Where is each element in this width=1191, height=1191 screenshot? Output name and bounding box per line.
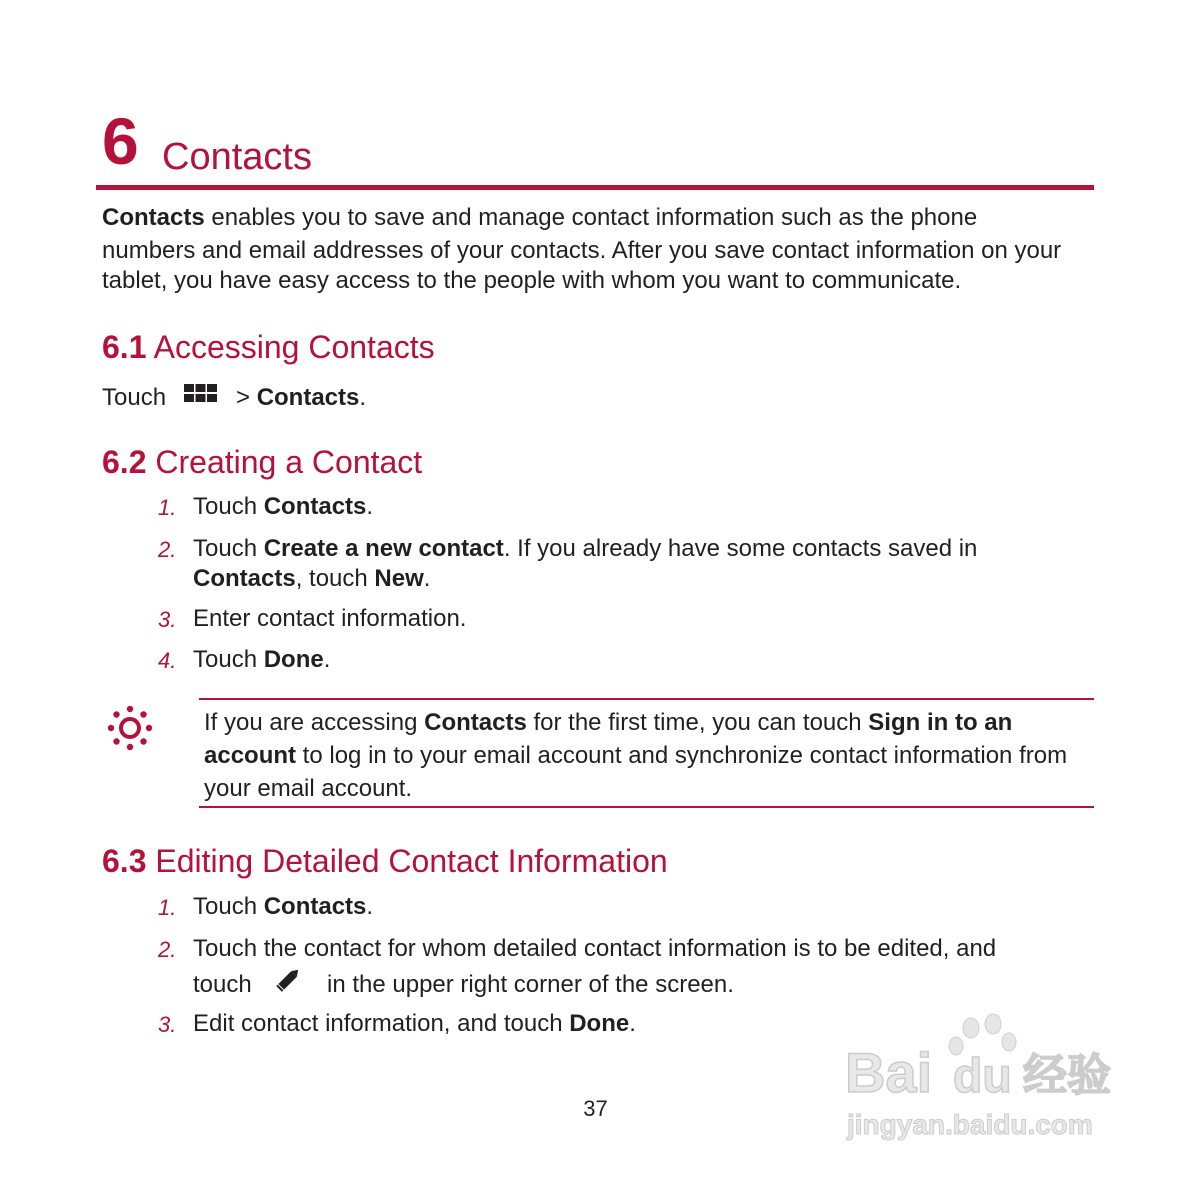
sun-tip-icon — [106, 704, 154, 752]
chapter-title: Contacts — [162, 136, 312, 178]
sec62-step-2-line-2: Contacts, touch New. — [193, 565, 431, 592]
svg-text:du: du — [953, 1050, 1012, 1103]
pencil-icon — [274, 964, 304, 994]
sec62-step-3-num: 3. — [158, 607, 177, 632]
sec62-step-4-num: 4. — [158, 648, 177, 673]
chapter-number: 6 — [102, 104, 139, 178]
apps-grid-icon — [184, 384, 217, 404]
sec62-step-1-num: 1. — [158, 495, 177, 520]
svg-text:jingyan.baidu.com: jingyan.baidu.com — [847, 1109, 1093, 1140]
intro-line-3: tablet, you have easy access to the people with whom you want to communicate. — [102, 267, 962, 294]
sec63-step-2-rest: in the upper right corner of the screen. — [327, 971, 734, 998]
sec62-step-4: Touch Done. — [193, 646, 331, 673]
sec63-step-3: Edit contact information, and touch Done. — [193, 1010, 636, 1037]
sec63-step-1: Touch Contacts. — [193, 893, 374, 920]
note-bottom-rule — [199, 806, 1094, 808]
note-line-3: your email account. — [204, 775, 413, 802]
sec62-step-2-num: 2. — [158, 537, 177, 562]
section-6-1-title: 6.1 Accessing Contacts — [102, 329, 435, 365]
section-6-2-title: 6.2 Creating a Contact — [102, 444, 423, 480]
note-line-1: If you are accessing Contacts for the first time, you can touch Sign in to an — [204, 709, 1013, 736]
sec62-step-1: Touch Contacts. — [193, 493, 374, 520]
intro-line-2: numbers and email addresses of your contacts. After you save contact information on your — [102, 237, 1062, 264]
section-6-3-title: 6.3 Editing Detailed Contact Information — [102, 843, 668, 879]
sec63-step-3-num: 3. — [158, 1012, 177, 1037]
svg-text:经验: 经验 — [1023, 1050, 1111, 1101]
intro-bold: Contacts — [102, 204, 205, 231]
intro-line-1: Contacts enables you to save and manage contact information such as the phone — [102, 204, 978, 231]
sec63-step-1-num: 1. — [158, 895, 177, 920]
svg-text:Bai: Bai — [845, 1041, 933, 1104]
sec61-path: > Contacts. — [236, 384, 367, 411]
page-number: 37 — [583, 1096, 608, 1121]
sec63-step-2-line-1: Touch the contact for whom detailed contact information is to be edited, and — [193, 935, 997, 962]
sec63-step-2-touch: touch — [193, 971, 252, 998]
note-top-rule — [199, 698, 1094, 700]
note-line-2: account to log in to your email account and synchronize contact information from — [204, 742, 1068, 769]
sec63-step-2-num: 2. — [158, 937, 177, 962]
sec62-step-2-line-1: Touch Create a new contact. If you already have some contacts saved in — [193, 535, 978, 562]
baidu-watermark-logo — [843, 1012, 1123, 1142]
sec61-touch: Touch — [102, 384, 167, 411]
chapter-rule — [96, 185, 1094, 190]
sec62-step-3: Enter contact information. — [193, 605, 467, 632]
